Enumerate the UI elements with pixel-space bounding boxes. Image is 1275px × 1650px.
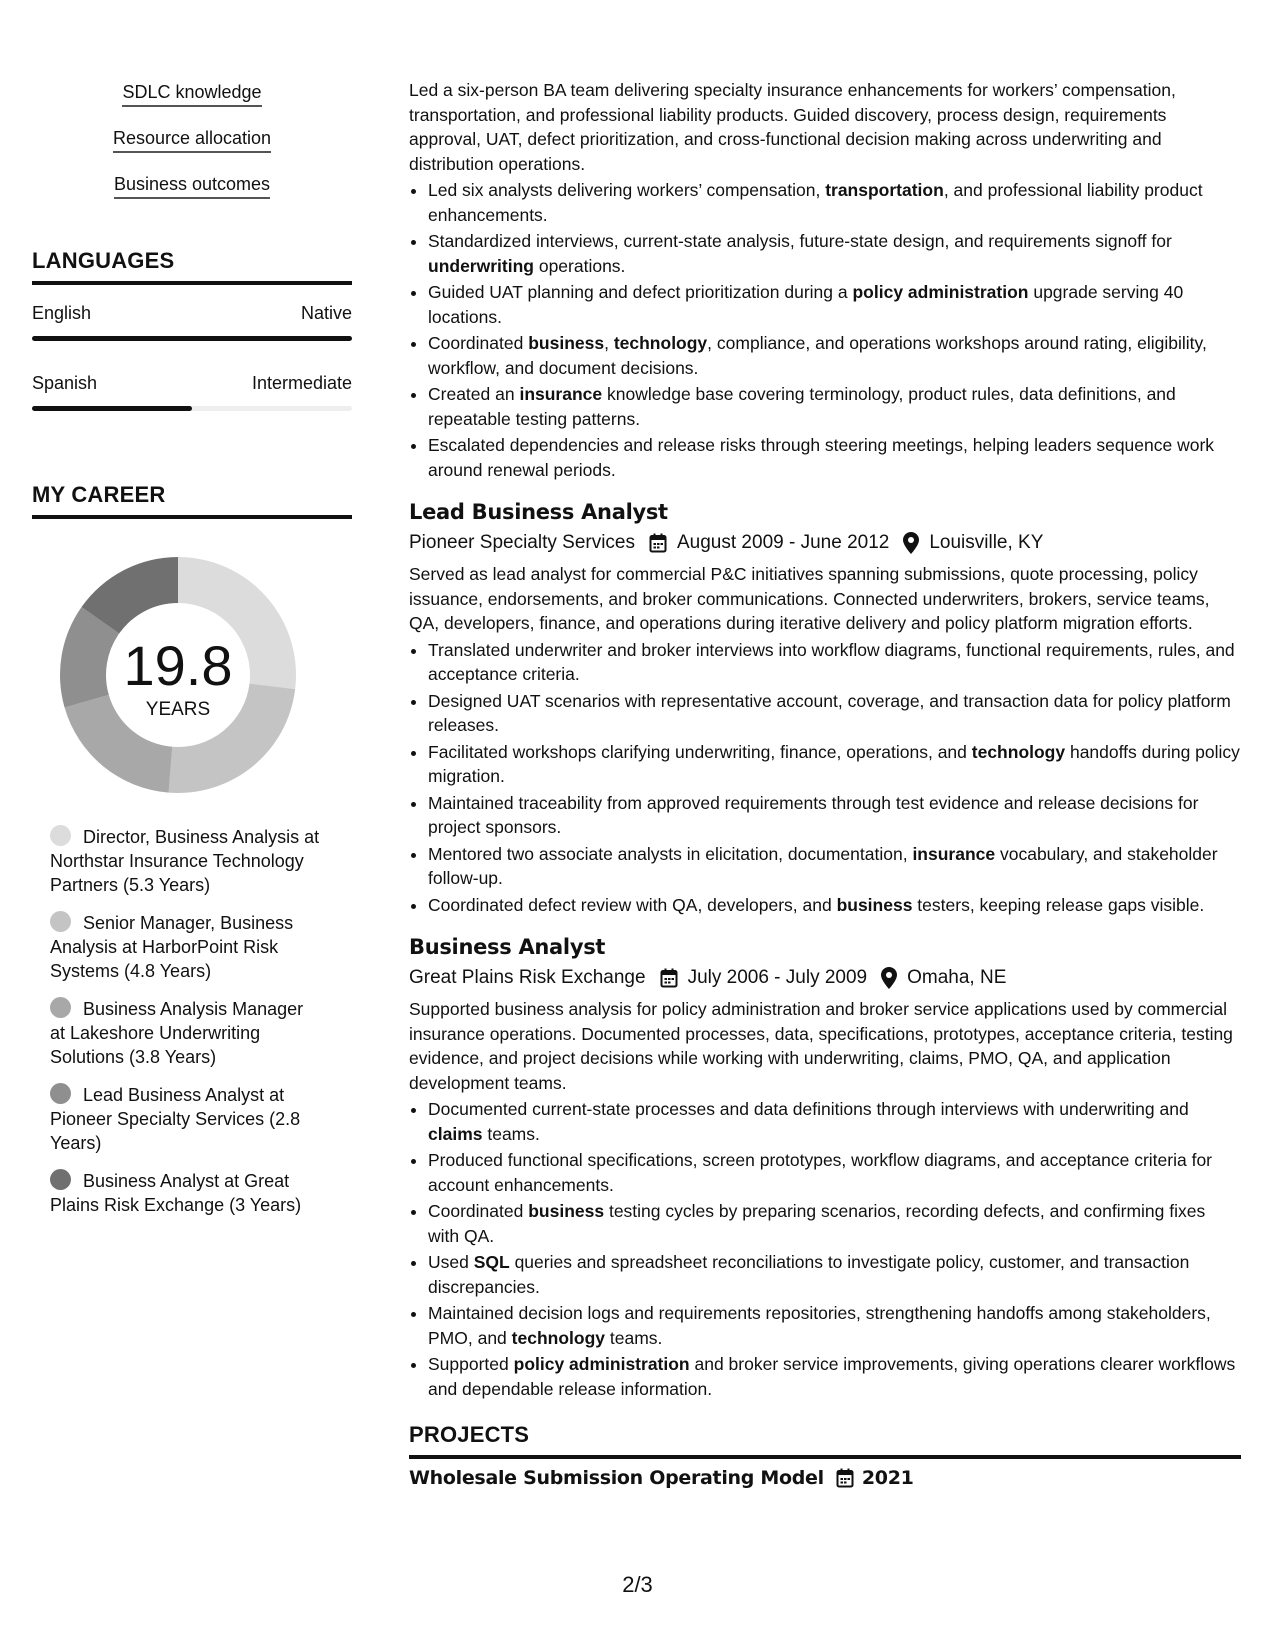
job-entry <box>409 933 1241 1401</box>
job-location: Omaha, NE <box>907 967 1007 988</box>
skill-tag: Resource allocation <box>113 126 271 153</box>
projects-section <box>409 1421 1241 1489</box>
job-meta <box>409 530 1241 556</box>
bullet-text: , <box>604 333 614 353</box>
language-bar <box>32 336 352 341</box>
bullet-text: Supported <box>428 1354 514 1374</box>
bullet-item <box>428 382 1241 431</box>
bullet-text: Led six analysts delivering workers’ compensation, <box>428 180 826 200</box>
bullet-keyword: technology <box>613 333 708 353</box>
bullet-keyword: technology <box>971 741 1066 762</box>
job-location: Louisville, KY <box>929 532 1044 553</box>
bullet-item <box>428 1352 1241 1401</box>
bullet-text: Coordinated <box>428 333 529 353</box>
bullet-text: Coordinated defect review with QA, developers, and <box>428 894 837 915</box>
company-name: Great Plains Risk Exchange <box>409 967 646 988</box>
bullet-text: testing cycles by preparing scenarios, recording defects, and confirming fixes with QA. <box>428 1201 1206 1246</box>
bullet-keyword: insurance <box>519 384 603 404</box>
bullet-text: queries and spreadsheet reconciliations to investigate policy, customer, and transaction discrepancies. <box>428 1252 1190 1297</box>
job-bullets <box>409 1097 1241 1401</box>
bullet-text: Used <box>428 1252 474 1272</box>
job-summary: Served as lead analyst for commercial P&C initiatives spanning submissions, quote processing, policy issuance, endorsements, and broker communications. Connected underwriters, brokers, service teams, QA, developers, finance, and operations during iterative delivery and policy platform migration efforts. <box>409 564 1210 633</box>
career-heading: MY CAREER <box>32 481 352 519</box>
donut-center <box>54 551 302 799</box>
bullet-text: handoffs during policy migration. <box>428 741 1240 786</box>
career-total-years: 19.8 <box>123 634 233 697</box>
bullet-item <box>428 229 1241 278</box>
calendar-icon <box>649 533 667 553</box>
legend-item <box>50 997 320 1069</box>
job-title: Business Analyst <box>409 935 606 959</box>
languages-section <box>32 247 352 411</box>
legend-item <box>50 825 320 897</box>
language-name: Spanish <box>32 373 98 393</box>
bullet-item <box>428 1097 1241 1146</box>
bullet-text: Designed UAT scenarios with representative account, coverage, and transaction data for policy platform releases. <box>428 690 1231 735</box>
bullet-item <box>428 331 1241 380</box>
bullet-text: knowledge base covering terminology, product rules, data definitions, and repeatable testing patterns. <box>428 384 1176 429</box>
legend-dot <box>50 1083 71 1104</box>
bullet-item <box>428 638 1241 687</box>
bullet-keyword: business <box>528 1201 605 1221</box>
bullet-item <box>428 1148 1241 1197</box>
legend-label: Business Analyst at Great Plains Risk Exchange (3 Years) <box>50 1171 302 1215</box>
bullet-keyword: SQL <box>473 1252 510 1272</box>
sidebar <box>32 80 352 1231</box>
bullet-keyword: business <box>528 333 605 353</box>
bullet-keyword: underwriting <box>428 255 534 276</box>
bullet-item <box>428 893 1241 918</box>
bullet-text: Created an <box>428 384 520 404</box>
bullet-item <box>428 740 1241 789</box>
bullet-text: Translated underwriter and broker interviews into workflow diagrams, functional requirements, rules, and acceptance criteria. <box>428 639 1235 684</box>
bullet-keyword: insurance <box>912 843 996 864</box>
language-bar-fill <box>32 336 352 341</box>
job-summary: Led a six-person BA team delivering specialty insurance enhancements for workers’ compensation, transportation, and professional liability products. Guided discovery, process design, requirements approval, UAT, defect prioritization, and cross-functional decision making across underwriting and distribution operations. <box>409 80 1176 174</box>
languages-heading: LANGUAGES <box>32 247 352 285</box>
skill-tag: SDLC knowledge <box>122 80 261 107</box>
bullet-text: Documented current-state processes and data definitions through interviews with underwriting and <box>428 1099 1189 1119</box>
bullet-text: , and professional liability product enhancements. <box>428 180 1203 225</box>
job-bullets <box>409 178 1241 482</box>
job-title: Lead Business Analyst <box>409 500 668 524</box>
job-meta <box>409 965 1241 991</box>
project-row <box>409 1467 1241 1489</box>
language-row <box>32 301 352 325</box>
bullet-item <box>428 433 1241 482</box>
bullet-keyword: policy administration <box>852 282 1029 302</box>
bullet-text: upgrade serving 40 locations. <box>428 282 1184 327</box>
skills-list <box>32 80 352 199</box>
company-name: Pioneer Specialty Services <box>409 532 635 553</box>
legend-dot <box>50 997 71 1018</box>
main-content <box>409 78 1241 1489</box>
legend-label: Director, Business Analysis at Northstar Insurance Technology Partners (5.3 Years) <box>50 827 320 895</box>
bullet-text: Escalated dependencies and release risks through steering meetings, helping leaders sequence work around renewal periods. <box>428 435 1215 480</box>
legend-label: Senior Manager, Business Analysis at HarborPoint Risk Systems (4.8 Years) <box>50 913 294 981</box>
language-name: English <box>32 303 92 323</box>
bullet-keyword: technology <box>511 1327 605 1348</box>
legend-item <box>50 911 320 983</box>
bullet-text: Maintained traceability from approved requirements through test evidence and release decisions for project sponsors. <box>428 792 1199 837</box>
bullet-text: Produced functional specifications, screen prototypes, workflow diagrams, and acceptance criteria for account enhancements. <box>428 1150 1213 1195</box>
bullet-text: Mentored two associate analysts in elicitation, documentation, <box>428 843 913 864</box>
bullet-text: Standardized interviews, current-state analysis, future-state design, and requirements signoff for <box>428 231 1172 251</box>
projects-heading: PROJECTS <box>409 1421 1241 1459</box>
language-level: Intermediate <box>251 373 352 393</box>
career-total-unit: YEARS <box>145 699 211 720</box>
legend-item <box>50 1169 320 1217</box>
legend-item <box>50 1083 320 1155</box>
legend-dot <box>50 911 71 932</box>
bullet-text: testers, keeping release gaps visible. <box>912 894 1205 915</box>
calendar-icon <box>660 968 678 988</box>
bullet-keyword: policy administration <box>513 1354 690 1374</box>
bullet-text: and broker service improvements, giving operations clearer workflows and dependable release information. <box>428 1354 1236 1399</box>
bullet-text: Facilitated workshops clarifying underwriting, finance, operations, and <box>428 741 972 762</box>
bullet-text: vocabulary, and stakeholder follow-up. <box>428 843 1218 888</box>
career-donut-chart <box>54 551 302 799</box>
bullet-item <box>428 178 1241 227</box>
bullet-item <box>428 280 1241 329</box>
project-name: Wholesale Submission Operating Model <box>409 1467 824 1489</box>
language-bar-fill <box>32 406 192 411</box>
job-bullets <box>409 638 1241 918</box>
bullet-text: operations. <box>533 255 626 276</box>
bullet-text: Guided UAT planning and defect prioritization during a <box>428 282 853 302</box>
bullet-item <box>428 689 1241 738</box>
bullet-item <box>428 842 1241 891</box>
bullet-keyword: transportation <box>825 180 944 200</box>
bullet-text: Coordinated <box>428 1201 529 1221</box>
location-pin-icon <box>903 532 919 554</box>
job-summary: Supported business analysis for policy administration and broker service applications used by commercial insurance operations. Documented processes, data, specifications, prototypes, acceptance criteria, testing evidence, and project decisions while working with underwriting, claims, PMO, QA, and application development teams. <box>409 999 1233 1093</box>
language-level: Native <box>300 303 352 323</box>
legend-dot <box>50 1169 71 1190</box>
bullet-keyword: claims <box>428 1123 483 1144</box>
bullet-text: Maintained decision logs and requirements repositories, strengthening handoffs among stakeholders, PMO, and <box>428 1303 1211 1348</box>
career-section <box>32 481 352 1217</box>
skill-tag: Business outcomes <box>114 172 270 199</box>
bullet-text: teams. <box>605 1327 663 1348</box>
legend-label: Business Analysis Manager at Lakeshore Underwriting Solutions (3.8 Years) <box>50 999 304 1067</box>
legend-label: Lead Business Analyst at Pioneer Specialty Services (2.8 Years) <box>50 1085 301 1153</box>
language-bar <box>32 406 352 411</box>
job-dates: July 2006 - July 2009 <box>687 967 868 988</box>
bullet-item <box>428 791 1241 840</box>
language-row <box>32 371 352 395</box>
page-number: 2/3 <box>622 1572 653 1597</box>
bullet-keyword: business <box>836 894 913 915</box>
project-year: 2021 <box>861 1467 914 1489</box>
calendar-icon <box>836 1468 854 1488</box>
location-pin-icon <box>881 967 897 989</box>
career-legend <box>50 825 320 1217</box>
bullet-item <box>428 1250 1241 1299</box>
job-dates: August 2009 - June 2012 <box>677 532 890 553</box>
bullet-item <box>428 1199 1241 1248</box>
bullet-text: teams. <box>482 1123 540 1144</box>
bullet-item <box>428 1301 1241 1350</box>
bullet-text: , compliance, and operations workshops around rating, eligibility, workflow, and document decisions. <box>428 333 1207 378</box>
job-entry <box>409 498 1241 917</box>
legend-dot <box>50 825 71 846</box>
